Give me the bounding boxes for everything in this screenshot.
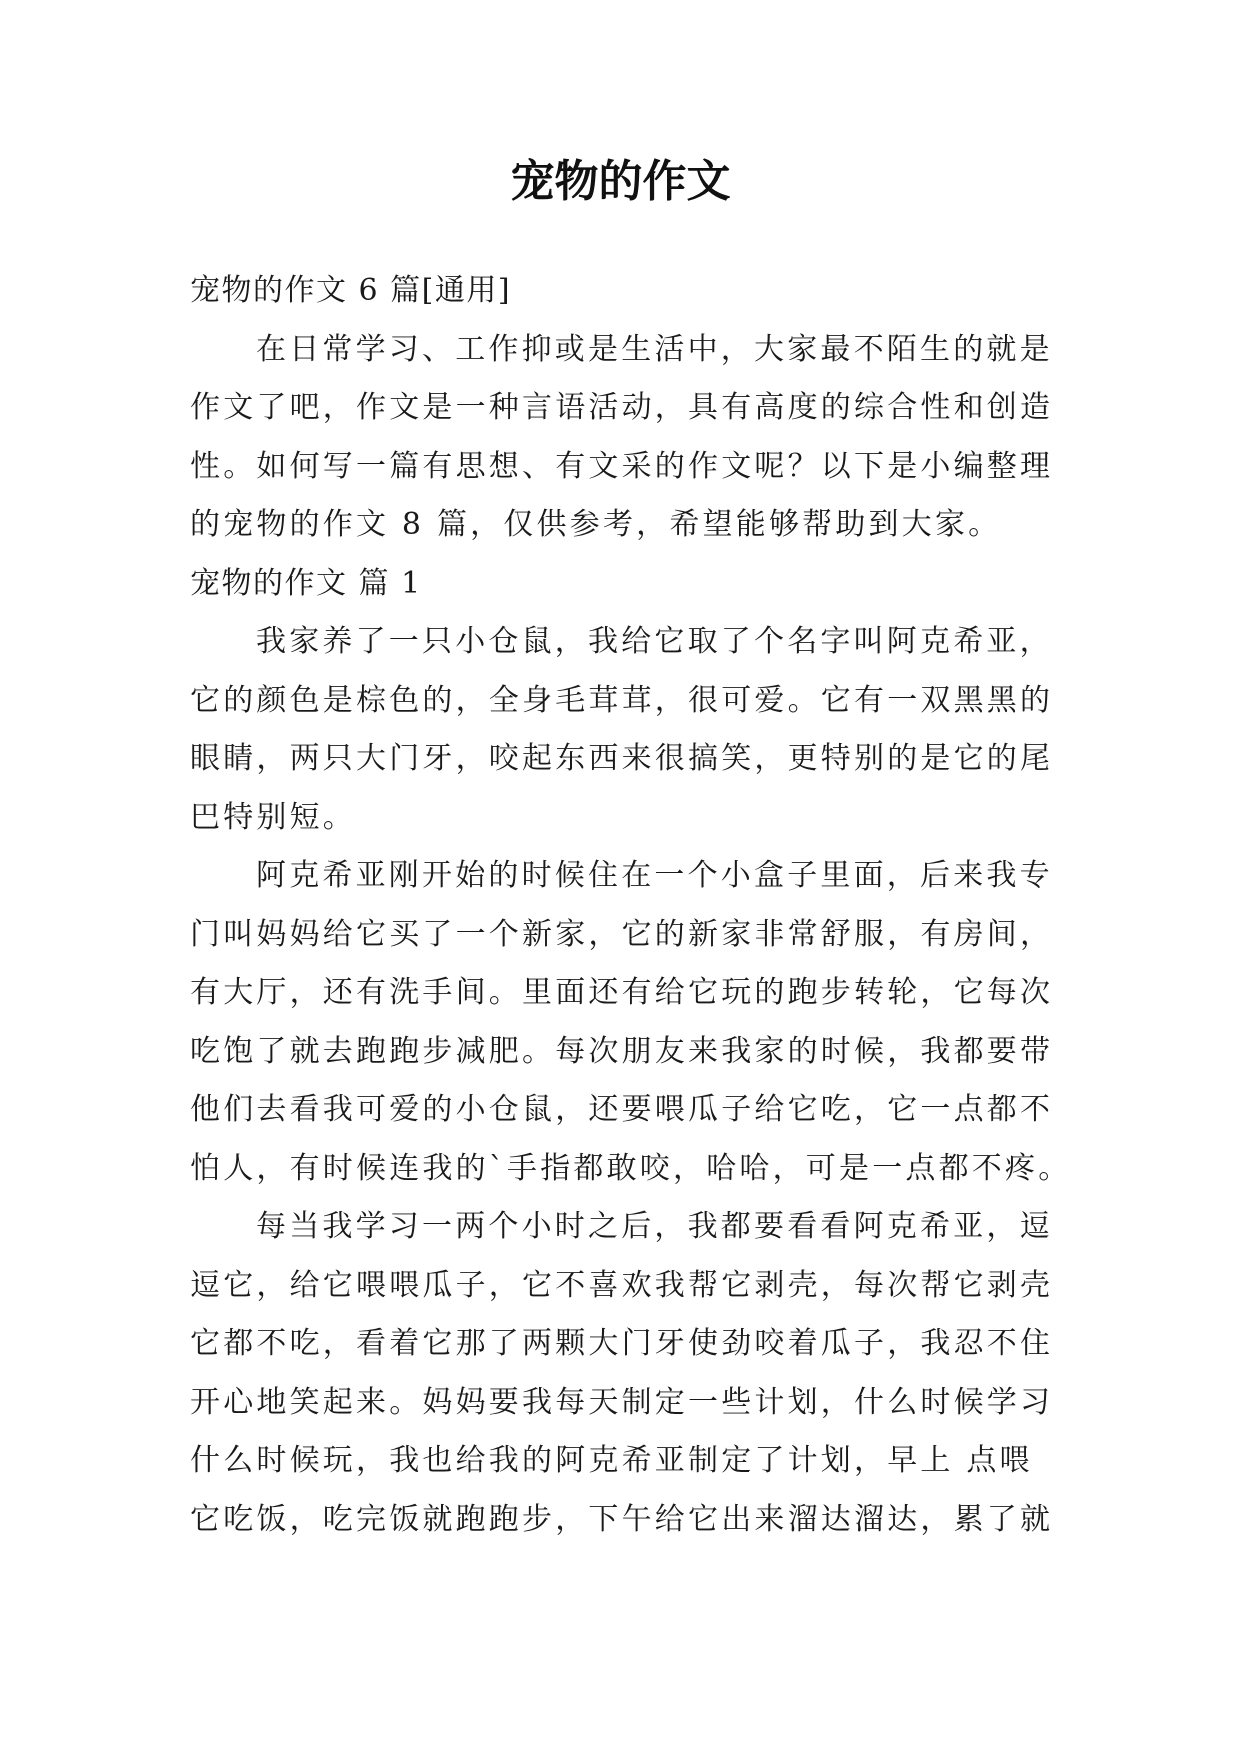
text-line: 我家养了一只小仓鼠，我给它取了个名字叫阿克希亚， xyxy=(256,624,1053,659)
intro-paragraph xyxy=(190,321,1060,555)
text-line: 它的颜色是棕色的，全身毛茸茸，很可爱。它有一双黑黑的 xyxy=(190,682,1054,718)
text-line: 逗它，给它喂喂瓜子，它不喜欢我帮它剥壳，每次帮它剥壳 xyxy=(190,1267,1054,1303)
subtitle: 宠物的作文 6 篇[通用] xyxy=(190,273,512,308)
paragraph-3 xyxy=(190,1198,1060,1549)
text-line: 在日常学习、工作抑或是生活中，大家最不陌生的就是 xyxy=(256,331,1053,367)
section-heading: 宠物的作文 篇 1 xyxy=(190,565,422,601)
text-line: 性。如何写一篇有思想、有文采的作文呢？以下是小编整理 xyxy=(190,448,1054,484)
text-line: 它吃饭，吃完饭就跑跑步，下午给它出来溜达溜达，累了就 xyxy=(190,1501,1054,1537)
text-line: 门叫妈妈给它买了一个新家，它的新家非常舒服，有房间， xyxy=(190,916,1054,952)
text-line: 开心地笑起来。妈妈要我每天制定一些计划，什么时候学习 xyxy=(190,1384,1054,1420)
text-line: 每当我学习一两个小时之后，我都要看看阿克希亚，逗 xyxy=(256,1209,1053,1244)
document-title: 宠物的作文 xyxy=(510,156,731,207)
text-line: 作文了吧，作文是一种言语活动，具有高度的综合性和创造 xyxy=(190,390,1054,425)
paragraph-2 xyxy=(190,847,1072,1198)
text-line: 阿克希亚刚开始的时候住在一个小盒子里面，后来我专 xyxy=(256,858,1053,893)
text-line: 他们去看我可爱的小仓鼠，还要喂瓜子给它吃，它一点都不 xyxy=(190,1092,1054,1127)
text-line: 巴特别短。 xyxy=(190,799,356,835)
text-line: 的宠物的作文 8 篇，仅供参考，希望能够帮助到大家。 xyxy=(190,507,1002,542)
document-body xyxy=(190,262,1072,1549)
text-line: 怕人，有时候连我的`手指都敢咬，哈哈，可是一点都不疼。 xyxy=(190,1150,1072,1186)
text-line: 它都不吃，看着它那了两颗大门牙使劲咬着瓜子，我忍不住 xyxy=(190,1326,1054,1361)
text-line: 有大厅，还有洗手间。里面还有给它玩的跑步转轮，它每次 xyxy=(190,975,1054,1010)
text-line: 什么时候玩，我也给我的阿克希亚制定了计划，早上 点喂 xyxy=(190,1443,1033,1478)
text-line: 眼睛，两只大门牙，咬起东西来很搞笑，更特别的是它的尾 xyxy=(190,741,1054,776)
text-line: 吃饱了就去跑跑步减肥。每次朋友来我家的时候，我都要带 xyxy=(190,1033,1054,1069)
paragraph-1 xyxy=(190,613,1060,847)
